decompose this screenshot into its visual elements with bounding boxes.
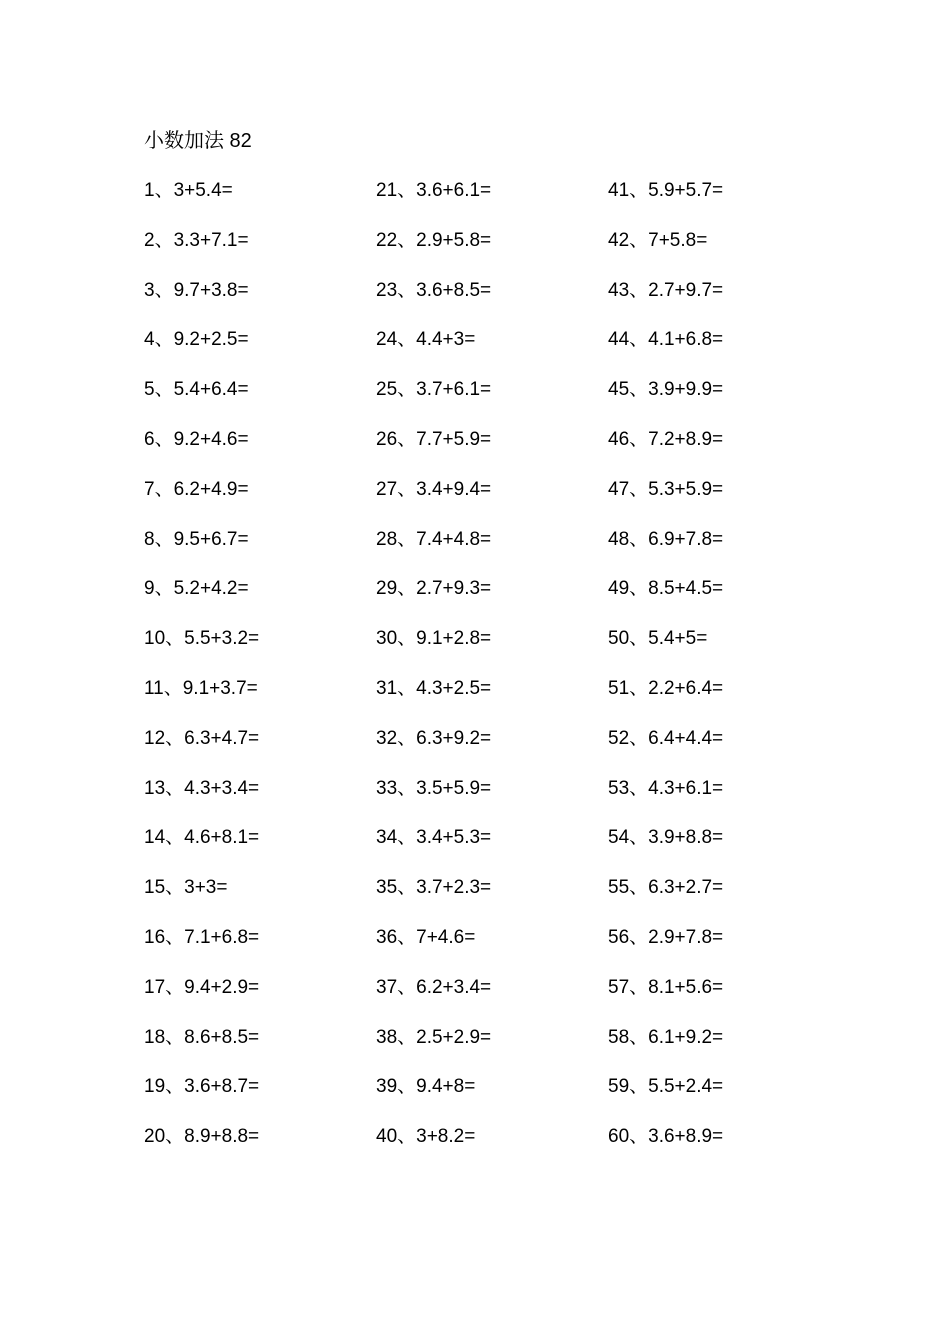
problem-item: 58、6.1+9.2= [608, 1026, 724, 1048]
problem-item: 22、2.9+5.8= [376, 229, 492, 251]
problem-item: 36、7+4.6= [376, 926, 476, 948]
problem-item: 44、4.1+6.8= [608, 329, 724, 351]
problem-item: 6、9.2+4.6= [144, 428, 249, 450]
problem-item: 52、6.4+4.4= [608, 727, 724, 749]
problem-item: 45、3.9+9.9= [608, 379, 724, 401]
problem-item: 55、6.3+2.7= [608, 877, 724, 899]
problem-item: 7、6.2+4.9= [144, 478, 249, 500]
problem-item: 25、3.7+6.1= [376, 379, 492, 401]
problem-item: 23、3.6+8.5= [376, 279, 492, 301]
problem-item: 48、6.9+7.8= [608, 528, 724, 550]
problem-item: 27、3.4+9.4= [376, 478, 492, 500]
problem-item: 47、5.3+5.9= [608, 478, 724, 500]
problem-item: 10、5.5+3.2= [144, 628, 260, 650]
problem-item: 15、3+3= [144, 877, 228, 899]
problem-item: 32、6.3+9.2= [376, 727, 492, 749]
problem-item: 60、3.6+8.9= [608, 1126, 724, 1148]
problem-item: 39、9.4+8= [376, 1076, 476, 1098]
problem-item: 50、5.4+5= [608, 628, 708, 650]
problem-item: 33、3.5+5.9= [376, 777, 492, 799]
problem-item: 4、9.2+2.5= [144, 329, 249, 351]
problem-item: 56、2.9+7.8= [608, 926, 724, 948]
problem-item: 1、3+5.4= [144, 180, 233, 201]
problem-item: 29、2.7+9.3= [376, 578, 492, 600]
problem-item: 42、7+5.8= [608, 229, 708, 251]
problem-item: 34、3.4+5.3= [376, 827, 492, 849]
problem-item: 26、7.7+5.9= [376, 428, 492, 450]
problem-item: 11、9.1+3.7= [144, 677, 258, 699]
problem-item: 31、4.3+2.5= [376, 677, 492, 699]
problem-item: 57、8.1+5.6= [608, 976, 724, 998]
problem-item: 2、3.3+7.1= [144, 229, 249, 251]
problem-item: 30、9.1+2.8= [376, 628, 492, 650]
problem-item: 49、8.5+4.5= [608, 578, 724, 600]
problem-item: 20、8.9+8.8= [144, 1126, 260, 1148]
problem-item: 37、6.2+3.4= [376, 976, 492, 998]
problem-item: 28、7.4+4.8= [376, 528, 492, 550]
problem-item: 3、9.7+3.8= [144, 279, 249, 301]
problem-item: 16、7.1+6.8= [144, 926, 260, 948]
problem-item: 19、3.6+8.7= [144, 1076, 260, 1098]
problem-item: 46、7.2+8.9= [608, 428, 724, 450]
problem-item: 9、5.2+4.2= [144, 578, 249, 600]
problem-item: 35、3.7+2.3= [376, 877, 492, 899]
problem-item: 8、9.5+6.7= [144, 528, 249, 550]
problem-item: 12、6.3+4.7= [144, 727, 260, 749]
problem-item: 51、2.2+6.4= [608, 677, 724, 699]
problem-item: 21、3.6+6.1= [376, 180, 492, 201]
problem-item: 40、3+8.2= [376, 1126, 476, 1148]
problem-item: 13、4.3+3.4= [144, 777, 260, 799]
problem-item: 43、2.7+9.7= [608, 279, 724, 301]
problem-item: 38、2.5+2.9= [376, 1026, 492, 1048]
page-title: 小数加法 82 [144, 130, 252, 152]
problem-item: 54、3.9+8.8= [608, 827, 724, 849]
problem-item: 59、5.5+2.4= [608, 1076, 724, 1098]
problem-item: 53、4.3+6.1= [608, 777, 724, 799]
problem-item: 14、4.6+8.1= [144, 827, 260, 849]
problem-item: 41、5.9+5.7= [608, 180, 724, 201]
problem-item: 5、5.4+6.4= [144, 379, 249, 401]
problem-item: 17、9.4+2.9= [144, 976, 260, 998]
problem-item: 18、8.6+8.5= [144, 1026, 260, 1048]
problem-grid [144, 177, 844, 1173]
problem-item: 24、4.4+3= [376, 329, 476, 351]
